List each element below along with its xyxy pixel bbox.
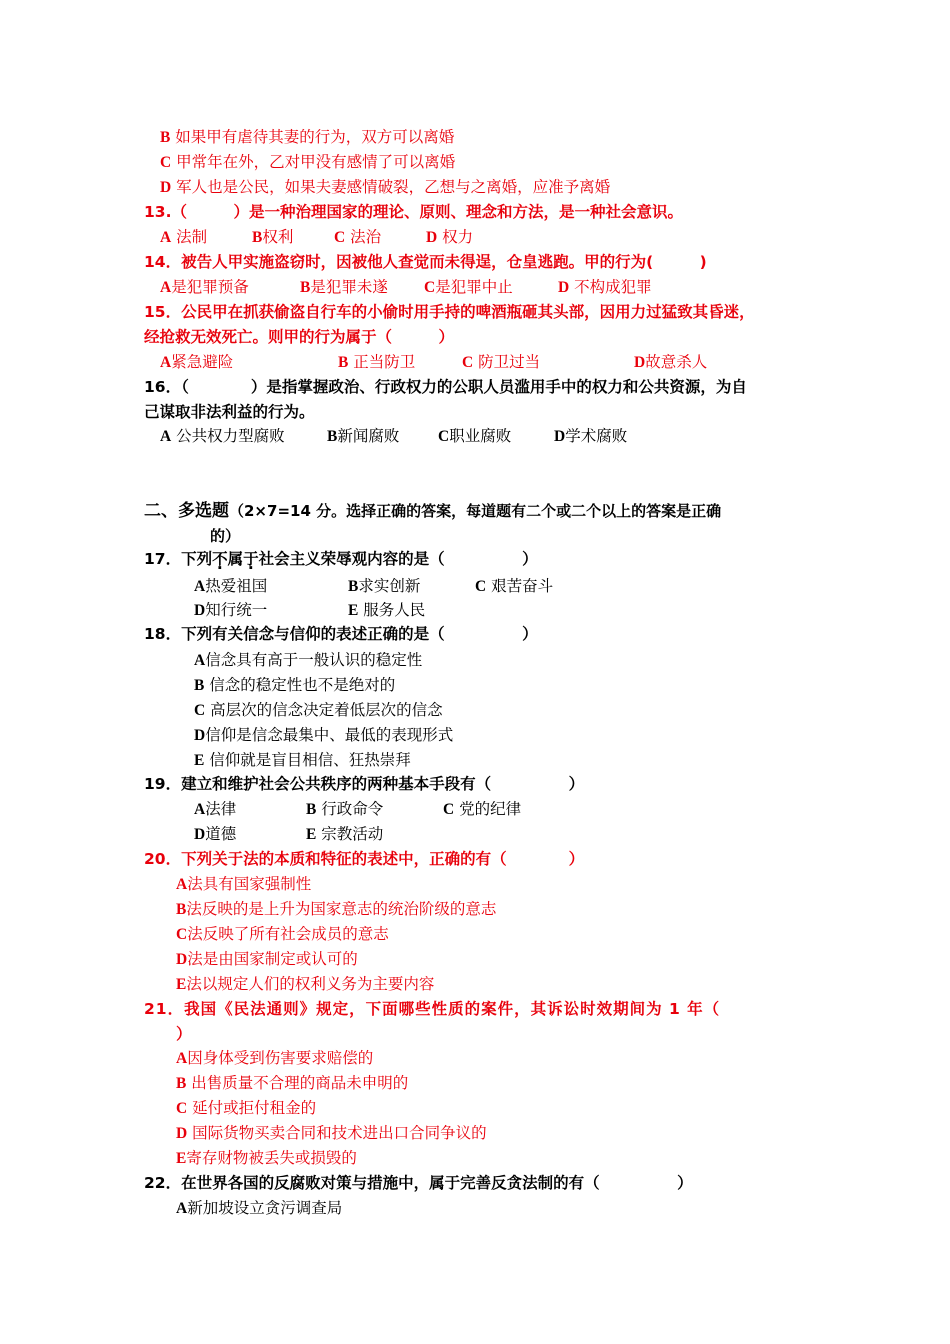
q17-option-d: D知行统一 <box>194 601 268 619</box>
q15-option-b: B 正当防卫 <box>338 353 416 371</box>
q16-stem-line1: 16．（ ）是指掌握政治、行政权力的公职人员滥用手中的权力和公共资源，为自 <box>144 378 747 396</box>
q13-option-a: A 法制 <box>160 228 208 246</box>
q16-option-a: A 公共权力型腐败 <box>160 427 285 445</box>
q17-option-b: B求实创新 <box>348 577 421 595</box>
q21-stem-line2: ） <box>176 1025 192 1043</box>
q21-stem-line1: 21．我国《民法通则》规定，下面哪些性质的案件，其诉讼时效期间为 1 年（ <box>144 1000 721 1018</box>
q21-option-e: E寄存财物被丢失或损毁的 <box>176 1149 357 1167</box>
q19-option-e: E 宗教活动 <box>306 825 384 843</box>
q17-options-row2 <box>194 598 425 623</box>
q19-option-a: A法律 <box>194 800 237 818</box>
emphasis-dot-bu: 不 <box>212 550 228 568</box>
q15-stem-line2: 经抢救无效死亡。则甲的行为属于（ ） <box>144 328 455 346</box>
q18-option-c: C 高层次的信念决定着低层次的信念 <box>194 701 443 719</box>
q16-options <box>160 424 627 449</box>
q14-options <box>160 275 652 300</box>
q12-option-d: D 军人也是公民，如果夫妻感情破裂，乙想与之离婚，应准予离婚 <box>160 178 611 196</box>
q14-stem: 14．被告人甲实施盗窃时，因被他人查觉而未得逞，仓皇逃跑。甲的行为( ) <box>144 253 707 271</box>
q20-option-e: E法以规定人们的权利义务为主要内容 <box>176 975 435 993</box>
q17-option-a: A热爱祖国 <box>194 577 268 595</box>
q22-option-a: A新加坡设立贪污调查局 <box>176 1199 343 1217</box>
q15-option-d: D故意杀人 <box>634 353 708 371</box>
q16-option-d: D学术腐败 <box>554 427 628 445</box>
q14-option-c: C是犯罪中止 <box>424 278 513 296</box>
q21-option-c: C 延付或拒付租金的 <box>176 1099 317 1117</box>
q19-options-row2 <box>194 822 383 847</box>
q15-stem-line1: 15．公民甲在抓获偷盗自行车的小偷时用手持的啤酒瓶砸其头部，因用力过猛致其昏迷， <box>144 303 755 321</box>
q22-stem: 22．在世界各国的反腐败对策与措施中，属于完善反贪法制的有（ ） <box>144 1174 693 1192</box>
q16-stem-line2: 己谋取非法利益的行为。 <box>144 403 315 421</box>
q21-option-b: B 出售质量不合理的商品未申明的 <box>176 1074 409 1092</box>
q21-option-a: A因身体受到伤害要求赔偿的 <box>176 1049 374 1067</box>
q14-option-d: D 不构成犯罪 <box>558 278 652 296</box>
emphasis-dot-yu: 于 <box>243 550 259 568</box>
q20-option-c: C法反映了所有社会成员的意志 <box>176 925 389 943</box>
q20-option-d: D法是由国家制定或认可的 <box>176 950 358 968</box>
q15-option-c: C 防卫过当 <box>462 353 541 371</box>
q14-option-b: B是犯罪未遂 <box>300 278 388 296</box>
q13-option-b: B权利 <box>252 228 294 246</box>
q20-stem: 20．下列关于法的本质和特征的表述中，正确的有（ ） <box>144 850 585 868</box>
q19-option-b: B 行政命令 <box>306 800 384 818</box>
q20-option-b: B法反映的是上升为国家意志的统治阶级的意志 <box>176 900 497 918</box>
q19-option-c: C 党的纪律 <box>443 800 522 818</box>
q13-option-c: C 法治 <box>334 228 382 246</box>
q21-option-d: D 国际货物买卖合同和技术进出口合同争议的 <box>176 1124 487 1142</box>
section-note-line1: （2×7=14 分。选择正确的答案，每道题有二个或二个以上的答案是正确 <box>229 502 722 520</box>
q15-option-a: A紧急避险 <box>160 353 234 371</box>
section-note-line2: 的） <box>210 527 241 545</box>
q18-option-e: E 信仰就是盲目相信、狂热崇拜 <box>194 751 411 769</box>
q14-option-a: A是犯罪预备 <box>160 278 249 296</box>
q19-stem: 19．建立和维护社会公共秩序的两种基本手段有（ ） <box>144 775 585 793</box>
q13-stem: 13.（ ）是一种治理国家的理论、原则、理念和方法，是一种社会意识。 <box>144 203 683 221</box>
q12-option-b: B 如果甲有虐待其妻的行为，双方可以离婚 <box>160 128 455 146</box>
q19-option-d: D道德 <box>194 825 237 843</box>
q18-option-d: D信仰是信念最集中、最低的表现形式 <box>194 726 454 744</box>
q17-option-c: C 艰苦奋斗 <box>475 577 554 595</box>
q16-option-b: B新闻腐败 <box>327 427 400 445</box>
section-heading <box>144 499 721 523</box>
q18-option-a: A信念具有高于一般认识的稳定性 <box>194 651 423 669</box>
q17-options-row1 <box>194 574 553 599</box>
q13-options <box>160 225 473 250</box>
q16-option-c: C职业腐败 <box>438 427 512 445</box>
section-note-line2-row <box>210 524 240 548</box>
q19-options-row1 <box>194 797 521 822</box>
q15-options <box>160 350 707 375</box>
q17-option-e: E 服务人民 <box>348 601 426 619</box>
q20-option-a: A法具有国家强制性 <box>176 875 312 893</box>
q18-stem: 18．下列有关信念与信仰的表述正确的是（ ） <box>144 625 538 643</box>
section-title: 二、多选题 <box>144 501 229 521</box>
q13-option-d: D 权力 <box>426 228 474 246</box>
q12-option-c: C 甲常年在外，乙对甲没有感情了可以离婚 <box>160 153 456 171</box>
q18-option-b: B 信念的稳定性也不是绝对的 <box>194 676 396 694</box>
q17-stem: 17．下列不属于社会主义荣辱观内容的是（ ） <box>144 550 538 568</box>
